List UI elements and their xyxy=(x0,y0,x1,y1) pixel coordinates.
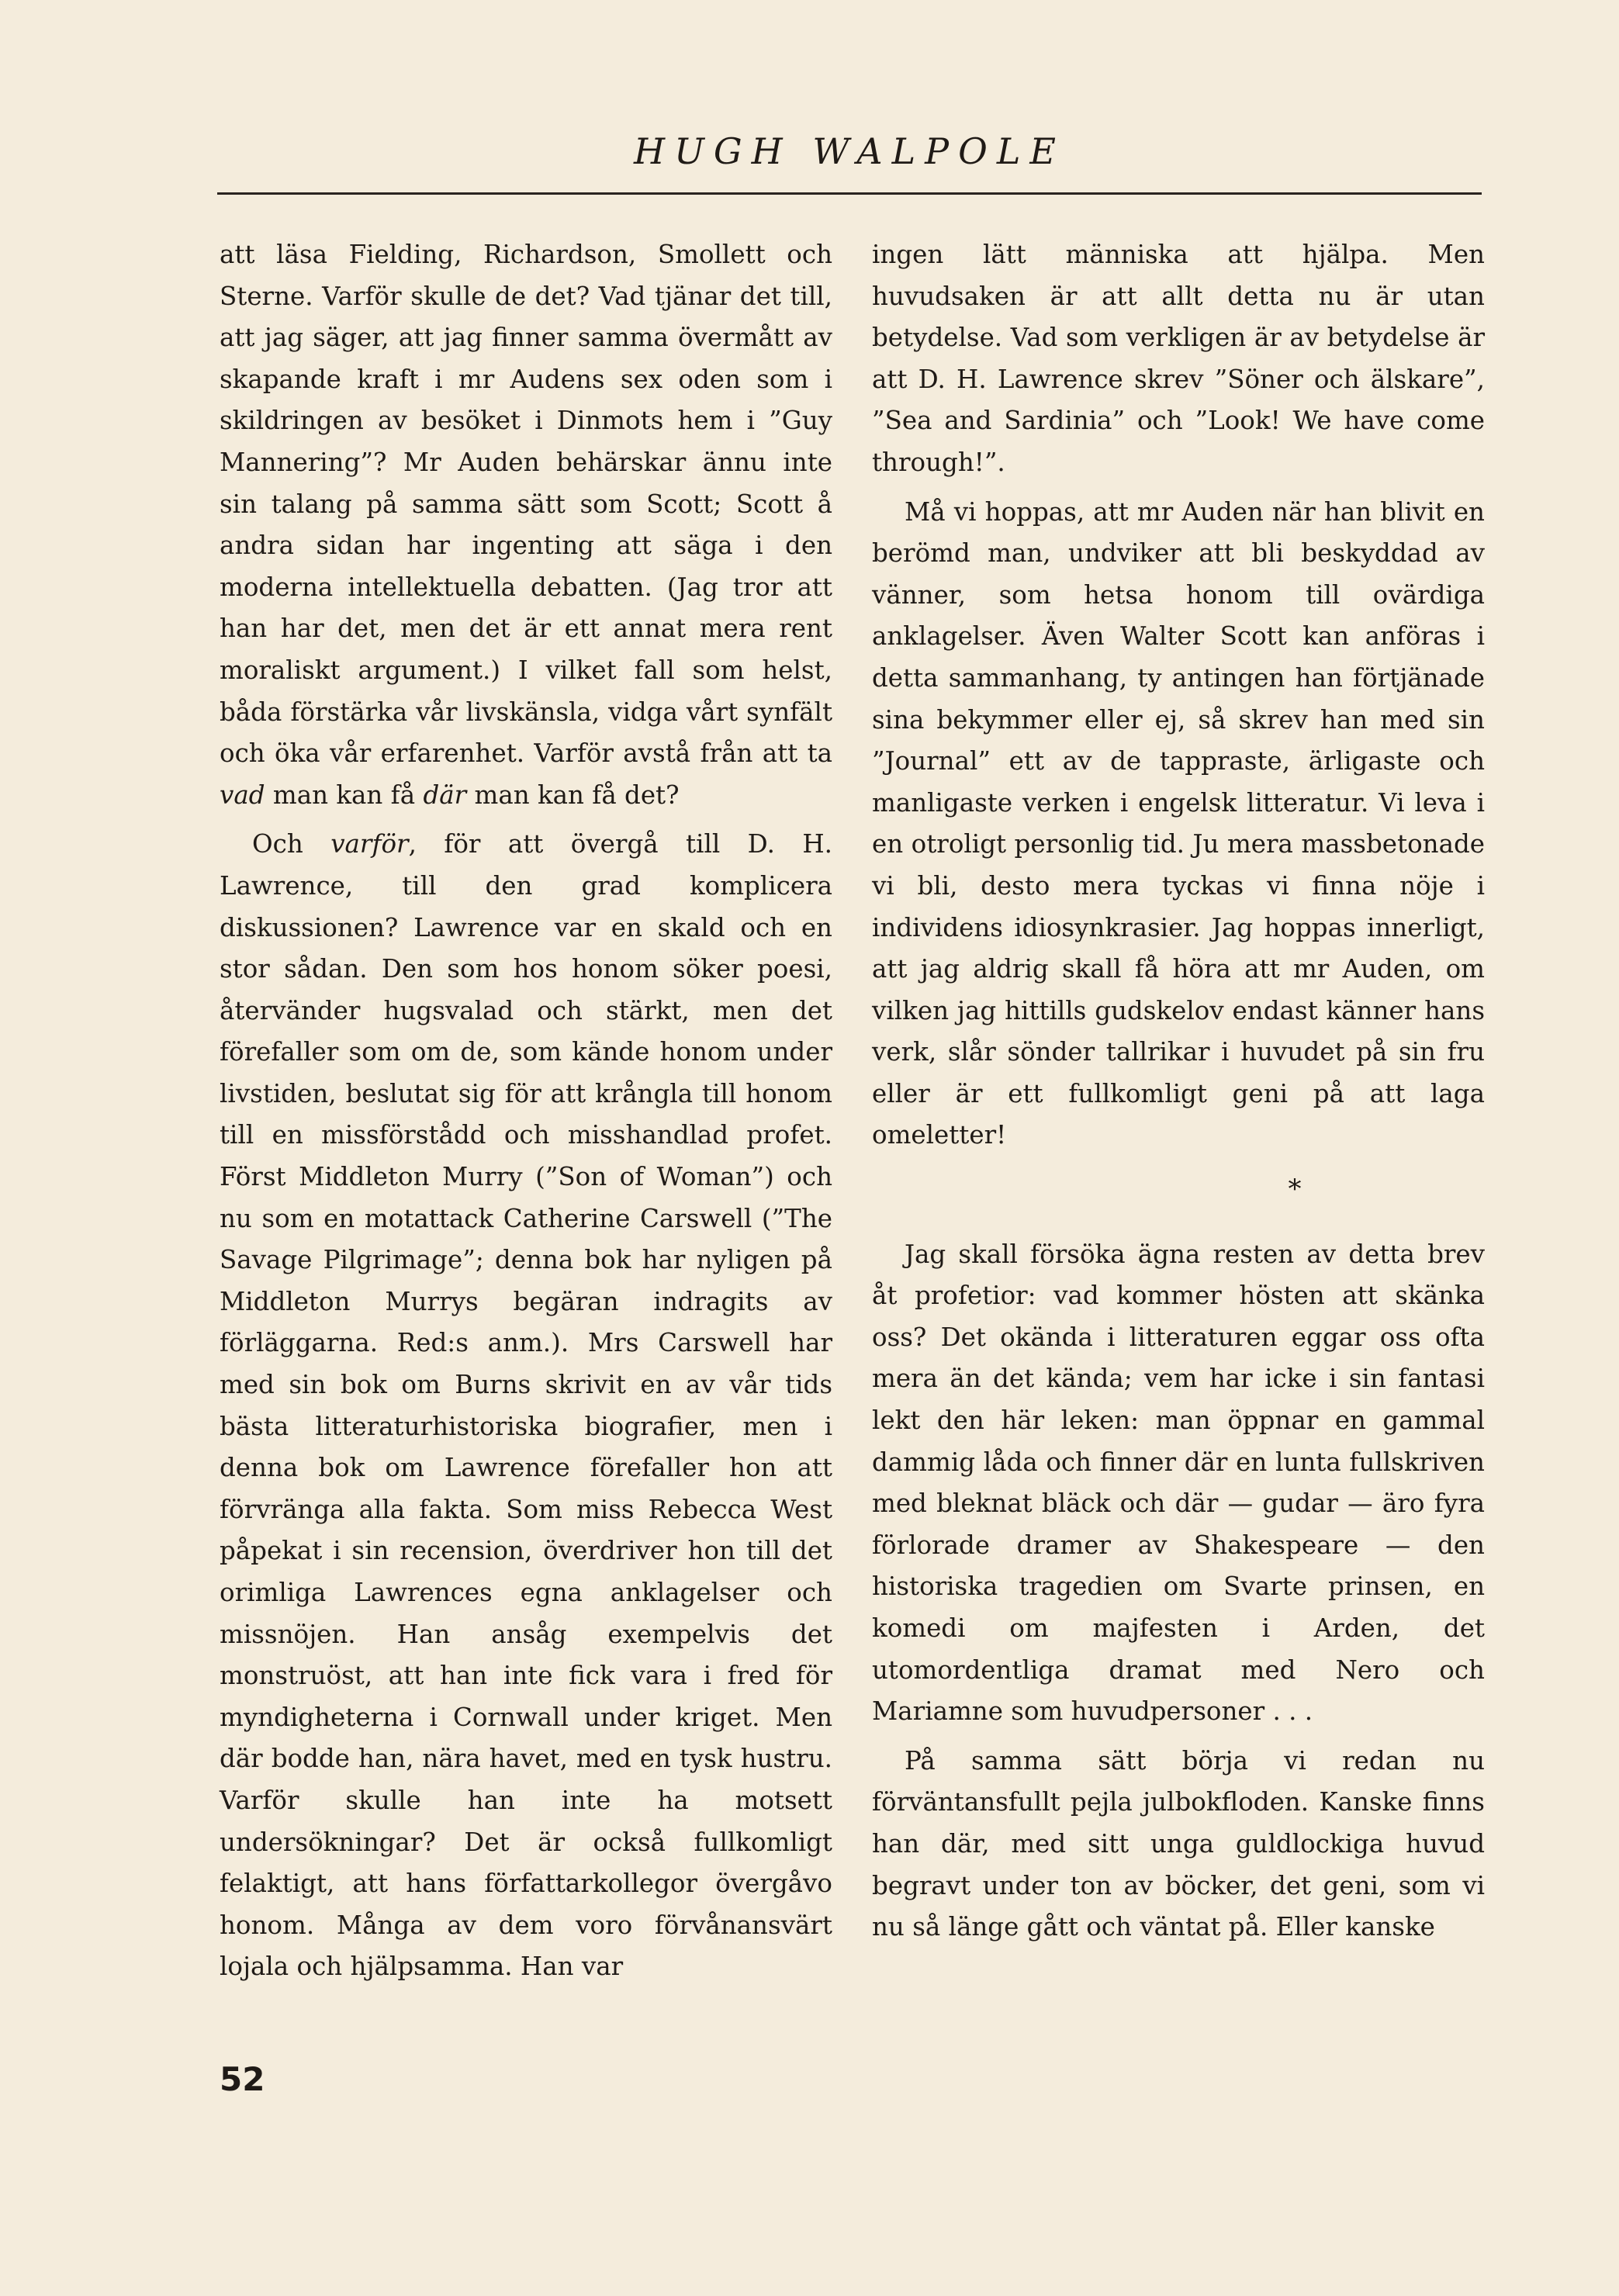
text-run: att läsa Fielding, Richardson, Smollett och Sterne. Varför skulle de det? Vad tjänar det till, att jag säger, att jag finner samma övermått av skapande kraft i mr Audens sex oden som i skildringen av besöket i Dinmots hem i ”Guy Mannering”? Mr Auden behärskar ännu inte sin talang på samma sätt som Scott; Scott å andra sidan har ingenting att säga i den moderna intellektuella debatten. (Jag tror att han har det, men det är ett annat mera rent moraliskt argument.) I vilket fall som helst, båda förstärka vår livskänsla, vidga vårt synfält och öka vår erfarenhet. Varför avstå från att ta xyxy=(220,240,832,769)
paragraph: ingen lätt människa att hjälpa. Men huvudsaken är att allt detta nu är utan betydelse. Vad som verkligen är av betydelse är att D. H. Lawrence skrev ”Söner och älskare”, ”Sea and Sardinia” och ”Look! We have come through!”. xyxy=(872,240,1485,477)
text-run: Och xyxy=(252,829,303,859)
left-column xyxy=(220,234,832,1988)
text-run: man kan få xyxy=(272,780,416,810)
right-column xyxy=(872,234,1485,1948)
italic-word: där xyxy=(423,780,467,810)
section-separator: * xyxy=(1288,1174,1302,1205)
italic-word: varför xyxy=(330,829,409,859)
paragraph: Må vi hoppas, att mr Auden när han blivit en berömd man, undviker att bli beskyddad av vänner, som hetsa honom till ovärdiga anklagelser. Även Walter Scott kan anföras i detta sammanhang, ty antingen han förtjänade sina bekymmer eller ej, så skrev han med sin ”Journal” ett av de tappraste, ärligaste och manligaste verken i engelsk litteratur. Vi leva i en otroligt personlig tid. Ju mera massbetonade vi bli, desto mera tyckas vi finna nöje i individens idiosynkrasier. Jag hoppas innerligt, att jag aldrig skall få höra att mr Auden, om vilken jag hittills gudskelov endast känner hans verk, slår sönder tallrikar i huvudet på sin fru eller är ett fullkomligt geni på att laga omeletter! xyxy=(872,496,1485,1150)
text-run: Lawrence, till den grad komplicera diskussionen? Lawrence var en skald och en stor sådan. Den som hos honom söker poesi, återvänder hugsvalad och stärkt, men det förefaller som om de, som kände honom under livstiden, beslutat sig för att krångla till honom till en missförstådd och misshandlad profet. Först Middleton Murry (”Son of Woman”) och nu som en motattack Catherine Carswell (”The Savage Pilgrimage”; denna bok har nyligen på Middleton Murrys begäran indragits av förläggarna. Red:s anm.). Mrs Carswell har med sin bok om Burns skrivit en av vår tids bästa litteraturhistoriska biografier, men i denna bok om Lawrence förefaller hon att förvränga alla fakta. Som miss Rebecca West påpekat i sin recension, överdriver hon till det orimliga Lawrences egna anklagelser och missnöjen. Han ansåg exempelvis det monstruöst, att han inte fick vara i fred för myndigheterna i Cornwall under kriget. Men där bodde han, nära havet, med en tysk hustru. Varför skulle han inte ha motsett undersökningar? Det är också fullkomligt felaktigt, att hans författarkollegor övergåvo honom. Många av dem voro förvånansvärt lojala och hjälpsamma. Han var xyxy=(220,870,832,1982)
paragraph xyxy=(220,824,832,1988)
header-rule xyxy=(217,192,1482,195)
paragraph: Jag skall försöka ägna resten av detta brev åt profetior: vad kommer hösten att skänka oss? Det okända i litteraturen eggar oss ofta mera än det kända; vem har icke i sin fantasi lekt den här leken: man öppnar en gammal dammig låda och finner där en lunta fullskriven med bleknat bläck och där — gudar — äro fyra förlorade dramer av Shakespeare — den historiska tragedien om Svarte prinsen, en komedi om majfesten i Arden, det utomordentliga dramat med Nero och Mariamne som huvudpersoner . . . xyxy=(872,1239,1485,1727)
paragraph xyxy=(220,234,832,816)
text-run: man kan få det? xyxy=(474,780,680,810)
paragraph: På samma sätt börja vi redan nu förväntansfullt pejla julbokfloden. Kanske finns han där, med sitt unga guldlockiga huvud begravt under ton av böcker, det geni, som vi nu så länge gått och väntat på. Eller kanske xyxy=(872,1745,1485,1942)
running-head: HUGH WALPOLE xyxy=(634,130,1065,172)
italic-word: vad xyxy=(220,780,265,810)
page-number: 52 xyxy=(220,2060,265,2098)
text-run: , för att övergå till D. H. xyxy=(408,829,832,859)
